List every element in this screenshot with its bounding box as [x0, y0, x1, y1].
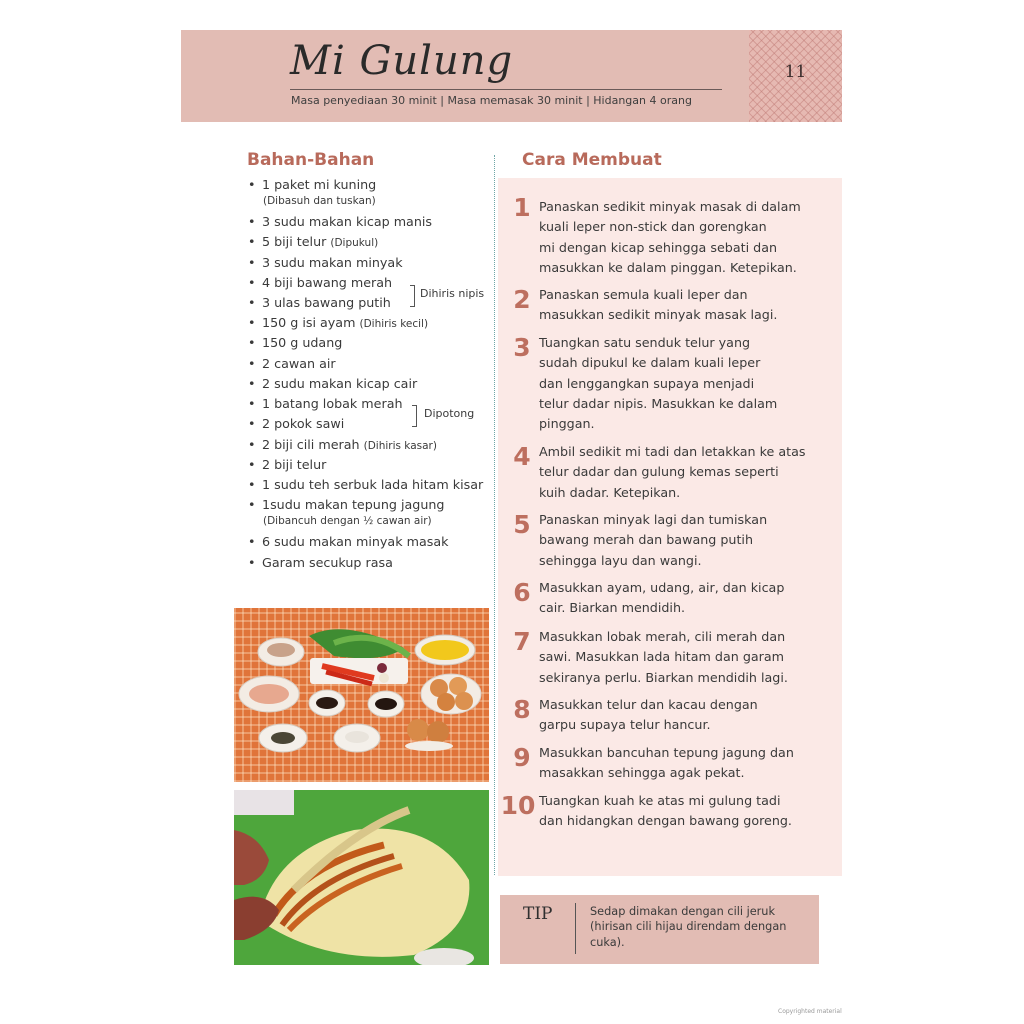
page-number: 11 [784, 62, 807, 82]
step-number: 6 [513, 578, 531, 607]
ingredient-subnote: (Dibasuh dan tuskan) [263, 195, 376, 207]
bracket-carrot-sawi [412, 405, 417, 427]
step-number: 1 [513, 193, 531, 222]
recipe-title: Mi Gulung [290, 38, 514, 84]
step-number: 10 [500, 791, 536, 820]
step-number: 5 [513, 510, 531, 539]
column-divider [494, 155, 495, 875]
step-text: Panaskan semula kuali leper dan masukkan sedikit minyak masak lagi. [539, 287, 778, 323]
step-number: 8 [513, 695, 531, 724]
step-number: 9 [513, 743, 531, 772]
step-text: Masukkan telur dan kacau dengan garpu supaya telur hancur. [539, 697, 758, 733]
ingredients-heading: Bahan-Bahan [247, 150, 375, 170]
bracket-label-sliced: Dihiris nipis [420, 287, 485, 300]
step-number: 4 [513, 442, 531, 471]
step-text: Tuangkan kuah ke atas mi gulung tadi dan hidangkan dengan bawang goreng. [539, 793, 792, 829]
recipe-meta: Masa penyediaan 30 minit | Masa memasak 30 minit | Hidangan 4 orang [291, 94, 692, 107]
bracket-label-cut: Dipotong [424, 407, 475, 420]
ingredients-photo-art [234, 608, 489, 782]
step-text: Ambil sedikit mi tadi dan letakkan ke atas telur dadar dan gulung kemas seperti kuih dadar. Ketepikan. [539, 444, 806, 500]
step-text: Masukkan lobak merah, cili merah dan sawi. Masukkan lada hitam dan garam sekiranya perlu. Biarkan mendidih lagi. [539, 629, 788, 685]
step-text: Tuangkan satu senduk telur yang sudah dipukul ke dalam kuali leper dan lenggangkan supaya menjadi telur dadar nipis. Masukkan ke dalam pinggan. [539, 335, 778, 432]
title-underline [290, 89, 722, 90]
step-text: Masukkan bancuhan tepung jagung dan masakkan sehingga agak pekat. [539, 745, 794, 781]
step-number: 2 [513, 285, 531, 314]
step-text: Panaskan sedikit minyak masak di dalam kuali leper non-stick dan gorengkan mi dengan kicap sehingga sebati dan masukkan ke dalam pinggan. Ketepikan. [539, 199, 801, 275]
step-text: Panaskan minyak lagi dan tumiskan bawang merah dan bawang putih sehingga layu dan wangi. [539, 512, 768, 568]
tip-text: Sedap dimakan dengan cili jeruk (hirisan cili hijau direndam dengan cuka). [590, 905, 787, 949]
step-number: 3 [513, 333, 531, 362]
step-text: Masukkan ayam, udang, air, dan kicap cair. Biarkan mendidih. [539, 580, 785, 616]
rolling-photo-art [234, 790, 489, 965]
tip-separator [575, 903, 576, 954]
copyright-note: Copyrighted material [778, 1008, 842, 1015]
ingredients-photo [234, 608, 489, 782]
tip-label: TIP [523, 904, 553, 924]
rolling-photo [234, 790, 489, 965]
step-number: 7 [513, 627, 531, 656]
ingredient-subnote: (Dibancuh dengan ½ cawan air) [263, 515, 432, 527]
bracket-shallots-garlic [410, 285, 415, 307]
method-heading: Cara Membuat [522, 150, 662, 170]
